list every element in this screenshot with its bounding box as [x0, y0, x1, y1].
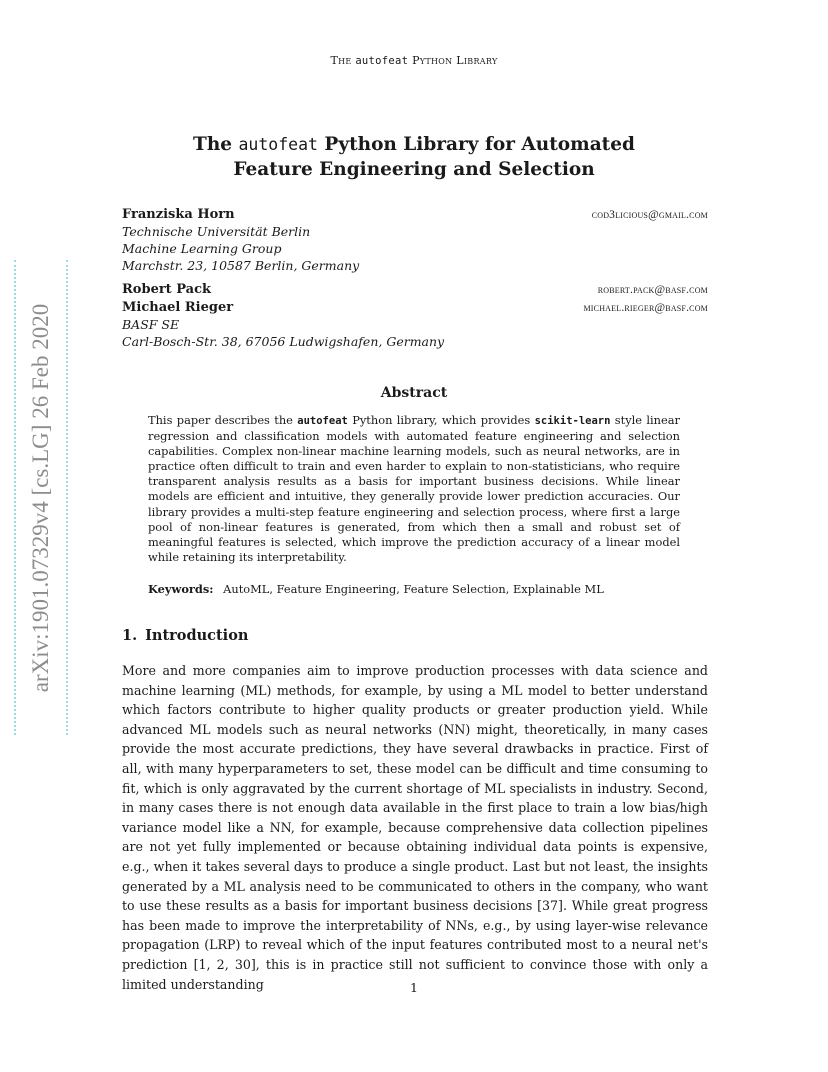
affiliation-line: Carl-Bosch-Str. 38, 67056 Ludwigshafen, Germany: [122, 334, 445, 349]
author-block-basf: [122, 280, 708, 350]
keywords: [148, 582, 680, 596]
running-head-prefix: The: [330, 54, 356, 67]
author-name: Franziska Horn: [122, 207, 235, 222]
title-package: autofeat: [238, 135, 318, 154]
author-email: michael.rieger@basf.com: [583, 302, 708, 314]
section-heading: [122, 627, 248, 644]
introduction-paragraph: More and more companies aim to improve production processes with data science and machine learning (ML) methods, for example, by using a ML model to better understand which factors contribute to higher quality products or greater production yield. While advanced ML models such as neural networks (NN) might, theoretically, in many cases provide the most accurate predictions, they have several drawbacks in practice. First of all, with many hyperparameters to set, these model can be difficult and time consuming to fit, which is only aggravated by the current shortage of ML specialists in industry. Second, in many cases there is not enough data available in the first place to train a low bias/high variance model like a NN, for example, because comprehensive data collection pipelines are not yet fully implemented or because obtaining individual data points is expensive, e.g., when it takes several days to produce a single product. Last but not least, the insights generated by a ML analysis need to be communicated to others in the company, who want to use these results as a basis for important business decisions [37]. While great progress has been made to improve the interpretability of NNs, e.g., by using layer-wise relevance propagation (LRP) to reveal which of the input features contributed most to a neural net's prediction [1, 2, 30], this is in practice still not sufficient to convince those with only a limited understanding: [122, 663, 708, 992]
keywords-label: Keywords:: [148, 582, 214, 596]
arxiv-stamp: [14, 260, 68, 735]
author-name: Robert Pack: [122, 282, 211, 297]
title-line2: Feature Engineering and Selection: [233, 159, 595, 180]
abstract-text: [148, 413, 680, 565]
abstract-library-name: scikit-learn: [534, 415, 611, 427]
keywords-value: AutoML, Feature Engineering, Feature Selection, Explainable ML: [223, 582, 604, 596]
author-name: Michael Rieger: [122, 300, 234, 315]
abstract-part: Python library, which provides: [347, 413, 535, 427]
affiliation-line: Machine Learning Group: [122, 241, 282, 256]
affiliation-line: Technische Universität Berlin: [122, 224, 311, 239]
author-email: robert.pack@basf.com: [597, 284, 708, 296]
section-number: 1.: [122, 627, 138, 644]
running-head: [0, 54, 828, 67]
author-block-horn: [122, 205, 708, 274]
paper-title: [150, 132, 678, 182]
abstract-part: This paper describes the: [148, 413, 298, 427]
running-head-suffix: Python Library: [408, 54, 498, 67]
section-title: Introduction: [145, 627, 249, 644]
running-head-package: autofeat: [355, 55, 409, 67]
arxiv-identifier: arXiv:1901.07329v4 [cs.LG] 26 Feb 2020: [28, 303, 53, 692]
title-line1: Python Library for Automated: [317, 134, 635, 155]
page-number: 1: [410, 980, 418, 995]
abstract-part: style linear regression and classification models with automated feature engineering and selection capabilities. Complex non-linear machine learning models, such as neural networks, are in practice often difficult to train and even harder to explain to non-statisticians, who require transparent analysis results as a basis for important business decisions. While linear models are efficient and intuitive, they generally provide lower prediction accuracies. Our library provides a multi-step feature engineering and selection process, where first a large pool of non-linear features is generated, from which then a small and robust set of meaningful features is selected, which improve the prediction accuracy of a linear model while retaining its interpretability.: [148, 413, 680, 564]
title-prefix: The: [193, 134, 239, 155]
abstract-heading: Abstract: [380, 385, 448, 401]
affiliation-line: BASF SE: [122, 317, 180, 332]
abstract-package-name: autofeat: [297, 415, 348, 427]
affiliation-line: Marchstr. 23, 10587 Berlin, Germany: [122, 258, 360, 273]
author-email: cod3licious@gmail.com: [591, 209, 708, 221]
